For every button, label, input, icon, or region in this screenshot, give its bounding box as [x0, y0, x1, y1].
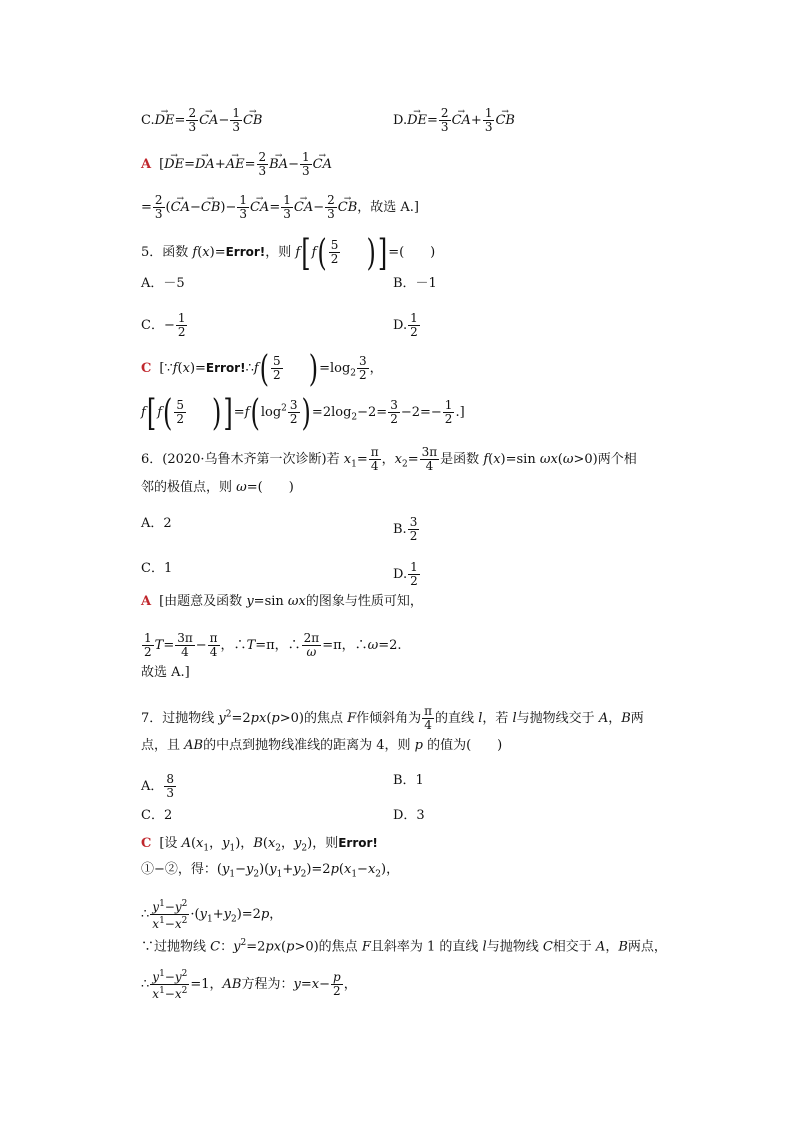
q7-solution-line-5: ∴ $\frac{y^1-y^2}{x^1-x^2}$ =1，AB方程为：y=x− $\frac{p}{2}$ ， — [141, 969, 357, 1001]
q4-option-c: C.→ DE= $\frac{2}{3}$ → CA− $\frac{1}{3}$ → CB — [141, 107, 262, 134]
q6-option-b: B. $\frac{3}{2}$ — [393, 515, 418, 543]
q5-option-b: B．－1 — [393, 276, 437, 291]
q7-solution-line-3: ∴ $\frac{y^1-y^2}{x^1-x^2}$ $\cdot(y_1+y_2)=2p$， — [141, 899, 283, 931]
q5-answer-letter: C — [141, 361, 152, 376]
q6-solution-line-3: 故选 A.] — [141, 665, 190, 680]
q6-solution-line-1: A [由题意及函数 y=sin ωx的图象与性质可知， — [141, 594, 423, 609]
q5-option-d: D. $\frac{1}{2}$ — [393, 311, 418, 339]
q7-option-b: B．1 — [393, 773, 424, 788]
q4-solution-line-2: = $\frac{2}{3}$ (→ CA−→ CB)− $\frac{1}{3}$ → CA= $\frac{1}{3}$ → CA− $\frac{2}{3}$ → CB，故选 A.] — [141, 194, 419, 221]
q6-option-d: D. $\frac{1}{2}$ — [393, 560, 418, 588]
q7-solution-line-4: ∵过抛物线 C：$y^2=2px(p>0)$的焦点 F且斜率为 1 的直线 l与抛物线 C相交于 A，B两点， — [141, 938, 667, 955]
q5-solution-line-1: C [∵f(x)=Error!∴f( $\frac{5}{2}$ )$=\log_2$ $\frac{3}{2}$ ， — [141, 347, 383, 390]
q6-option-a: A．2 — [141, 516, 172, 531]
q7-solution-line-2: ①−②，得：$(y_1-y_2)(y_1+y_2)=2p(x_1-x_2)$， — [141, 862, 400, 880]
q7-option-a: A． $\frac{8}{3}$ — [141, 772, 175, 800]
q5-option-a: A．－5 — [141, 276, 185, 291]
q7-option-d: D．3 — [393, 808, 425, 823]
q4-answer-letter: A — [141, 157, 152, 172]
q6-answer-letter: A — [141, 594, 152, 609]
q7-solution-line-1: C [设 $A(x_1$，$y_1$)，$B(x_2$，$y_2$)，则Error! — [141, 836, 378, 854]
q4-solution-line-1: A [→ DE=→ DA+→ AE= $\frac{2}{3}$ → BA− $\frac{1}{3}$ → CA — [141, 151, 332, 178]
q5-stem: 5．函数 f(x)=Error!，则 f[f( $\frac{5}{2}$ )]=( ) — [141, 231, 436, 274]
q6-stem-line-1: 6．(2020·乌鲁木齐第一次诊断)若 $x_1=$ $\frac{\pi}{4}$ ，$x_2=$ $\frac{3\pi}{4}$ 是函数 f(x)=sin ωx(ω>0)两个相 — [141, 445, 637, 473]
q7-option-c: C．2 — [141, 808, 173, 823]
q4-option-d: D.→ DE= $\frac{2}{3}$ → CA+ $\frac{1}{3}$ → CB — [393, 107, 515, 134]
q7-stem-line-2: 点，且 AB的中点到抛物线准线的距离为 4，则 p 的值为( ) — [141, 738, 503, 753]
q6-stem-line-2: 邻的极值点，则 ω=( ) — [141, 480, 294, 495]
q6-solution-line-2: $\frac{1}{2}$ T= $\frac{3\pi}{4}$ − $\frac{\pi}{4}$ ，∴T=π，∴ $\frac{2\pi}{\omega}$ =π，∴ω=2. — [144, 631, 402, 659]
q6-option-c: C．1 — [141, 561, 173, 576]
q5-option-c: C．− $\frac{1}{2}$ — [141, 311, 186, 339]
q7-stem-line-1: 7．过抛物线 $y^2=2px(p>0)$的焦点 F作倾斜角为 $\frac{\pi}{4}$ 的直线 l，若 l与抛物线交于 A，B两 — [141, 704, 644, 732]
q5-solution-line-2: f[f( $\frac{5}{2}$ )]$=f(\log^2$ $\frac{3}{2}$ )$=2\log_2-2=$ $\frac{3}{2}$ −2=− $\frac{1}{2}$ .] — [141, 391, 465, 434]
q7-answer-letter: C — [141, 836, 152, 851]
